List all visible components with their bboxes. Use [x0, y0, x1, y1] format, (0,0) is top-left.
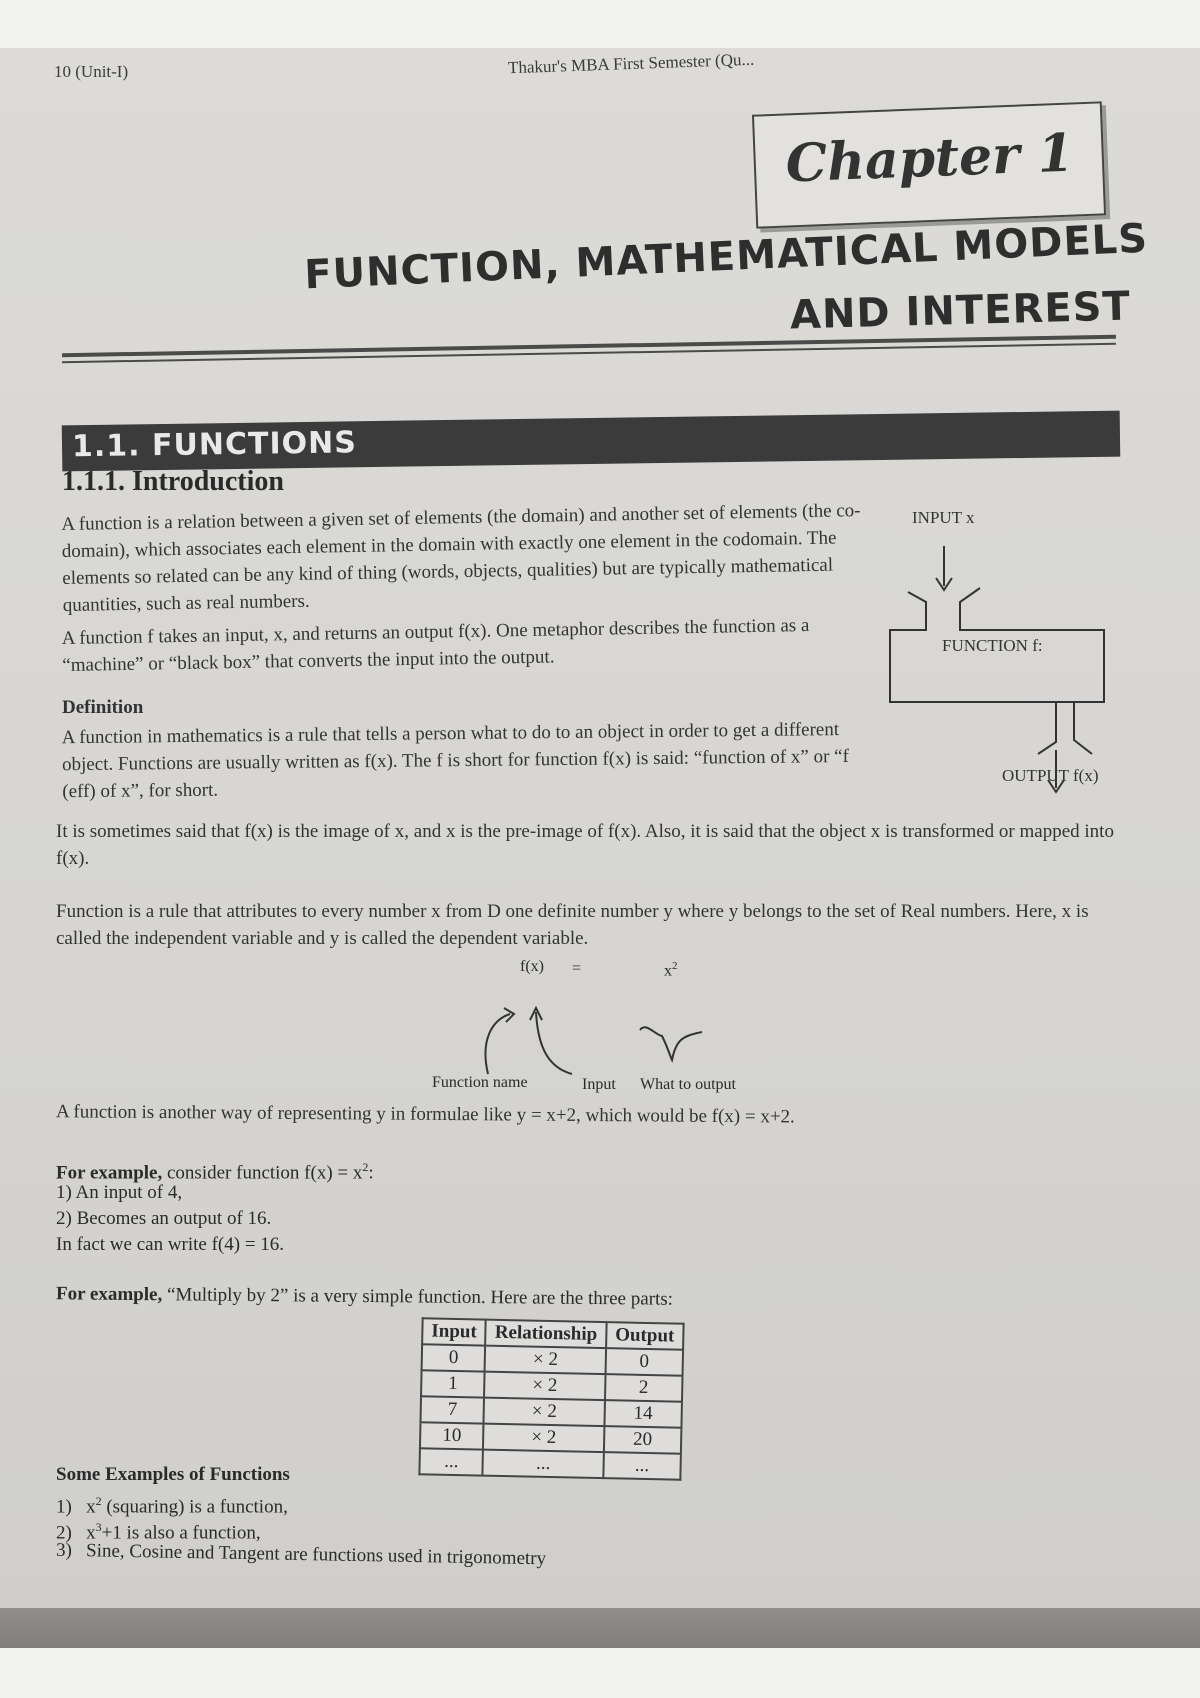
- input-label: INPUT x: [912, 508, 975, 527]
- function-machine-diagram: [888, 526, 1128, 806]
- function-table: [418, 1317, 684, 1480]
- example-2-text: “Multiply by 2” is a very simple function. Here are the three parts:: [162, 1284, 674, 1310]
- page-bottom-shadow: [0, 1608, 1200, 1648]
- examples-item-2-text: +1 is also a function,: [101, 1522, 261, 1544]
- table-cell: ...: [603, 1452, 681, 1480]
- section-heading: 1.1. FUNCTIONS: [71, 425, 358, 465]
- examples-item-1-text: (squaring) is a function,: [101, 1496, 288, 1518]
- notation-label-input: Input: [582, 1076, 616, 1093]
- chapter-box: [752, 101, 1106, 228]
- table-header-relationship: Relationship: [486, 1320, 607, 1349]
- example-1-closing: In fact we can write f(4) = 16.: [56, 1234, 285, 1255]
- notation-label-output: What to output: [640, 1076, 736, 1093]
- table-cell: 20: [604, 1426, 682, 1454]
- notation-rhs-base: x: [664, 962, 672, 980]
- table-header-input: Input: [422, 1318, 486, 1345]
- example-1-item-2: 2) Becomes an output of 16.: [56, 1208, 272, 1229]
- examples-heading: Some Examples of Functions: [56, 1464, 290, 1485]
- output-label: OUTPUT f(x): [1002, 766, 1099, 785]
- examples-item-3-text: Sine, Cosine and Tangent are functions used in trigonometry: [85, 1540, 547, 1570]
- table-cell: 10: [420, 1422, 484, 1449]
- example-1-exponent: 2: [362, 1160, 369, 1174]
- example-2-lead: For example,: [55, 1283, 163, 1306]
- examples-item-2-base: x: [86, 1522, 96, 1544]
- subsection-heading: 1.1.1. Introduction: [62, 466, 284, 497]
- notation-lhs: f(x): [520, 958, 544, 975]
- example-2-intro: [56, 1281, 673, 1312]
- definition-paragraph: A function in mathematics is a rule that tells a person what to do to an object in order to get a different object. Functions are usually written as f(x). The f is short for function f(x) is said: “function of x” or “f (eff) of x”, for short.: [61, 719, 849, 803]
- example-1-tail: :: [368, 1162, 374, 1184]
- metaphor-paragraph: A function f takes an input, x, and returns an output f(x). One metaphor describes the function as a “machine” or “black box” that converts the input into the output.: [61, 615, 810, 677]
- table-cell: × 2: [484, 1398, 605, 1427]
- function-label: FUNCTION f:: [942, 636, 1043, 655]
- table-cell: ...: [419, 1448, 483, 1475]
- table-cell: 7: [420, 1396, 484, 1423]
- notation-arrows: [470, 970, 720, 1080]
- table-cell: × 2: [484, 1372, 605, 1401]
- chapter-title-line-2: AND INTEREST: [789, 283, 1132, 339]
- table-row: [419, 1448, 680, 1479]
- examples-item-1-exponent: 2: [95, 1494, 102, 1508]
- section-heading-bar: [62, 411, 1121, 472]
- table-cell: ...: [483, 1450, 604, 1479]
- notation-rhs-exponent: 2: [672, 960, 678, 972]
- example-1-text: consider function f(x) = x: [162, 1162, 363, 1184]
- table-cell: × 2: [483, 1424, 604, 1453]
- table-cell: 2: [605, 1374, 683, 1402]
- name-arrow: [485, 1014, 510, 1074]
- output-funnel-right: [1074, 702, 1092, 754]
- examples-item-1-base: x: [86, 1496, 96, 1518]
- running-head-left: 10 (Unit-I): [54, 62, 129, 81]
- table-cell: 0: [422, 1344, 486, 1371]
- examples-item-3: [56, 1538, 547, 1573]
- table-cell: × 2: [485, 1346, 606, 1375]
- rule-paragraph: Function is a rule that attributes to every number x from D one definite number y where y belongs to the set of Real numbers. Here, x is called the independent variable and y is called the dependent variable.: [56, 901, 1089, 949]
- notation-label-name: Function name: [432, 1074, 528, 1091]
- table-cell: 14: [604, 1400, 682, 1428]
- examples-item-3-number: 3): [55, 1539, 73, 1561]
- chapter-title-line-1: FUNCTION, MATHEMATICAL MODELS: [303, 215, 1149, 299]
- table-header-output: Output: [606, 1322, 684, 1350]
- examples-item-1-number: 1): [56, 1496, 72, 1518]
- examples-item-2-number: 2): [56, 1522, 72, 1544]
- examples-item-2-exponent: 3: [95, 1520, 102, 1534]
- intro-paragraph: A function is a relation between a given set of elements (the domain) and another set of elements (the co-domain), which associates each element in the domain with exactly one element in the codomain. The elements so related can be any kind of thing (words, objects, qualities) but are typically mathematical quantities, such as real numbers.: [61, 500, 861, 617]
- definition-heading: Definition: [62, 697, 144, 718]
- example-1-lead: For example,: [56, 1162, 163, 1184]
- input-arrow: [536, 1012, 572, 1074]
- notation-equals: =: [572, 960, 582, 977]
- table-cell: 1: [421, 1370, 485, 1397]
- running-head-right: Thakur's MBA First Semester (Qu...: [507, 49, 755, 78]
- example-1-item-1: 1) An input of 4,: [56, 1182, 183, 1203]
- formula-paragraph: A function is another way of representing y in formulae like y = x+2, which would be f(x) = x+2.: [55, 1101, 795, 1128]
- table-cell: 0: [605, 1348, 683, 1376]
- chapter-label: Chapter 1: [784, 122, 1075, 195]
- book-page: [0, 48, 1200, 1648]
- image-paragraph: It is sometimes said that f(x) is the image of x, and x is the pre-image of f(x). Also, it is said that the object x is transformed or mapped into f(x).: [56, 821, 1114, 869]
- output-funnel-left: [1038, 702, 1056, 754]
- output-brace: [640, 1027, 702, 1060]
